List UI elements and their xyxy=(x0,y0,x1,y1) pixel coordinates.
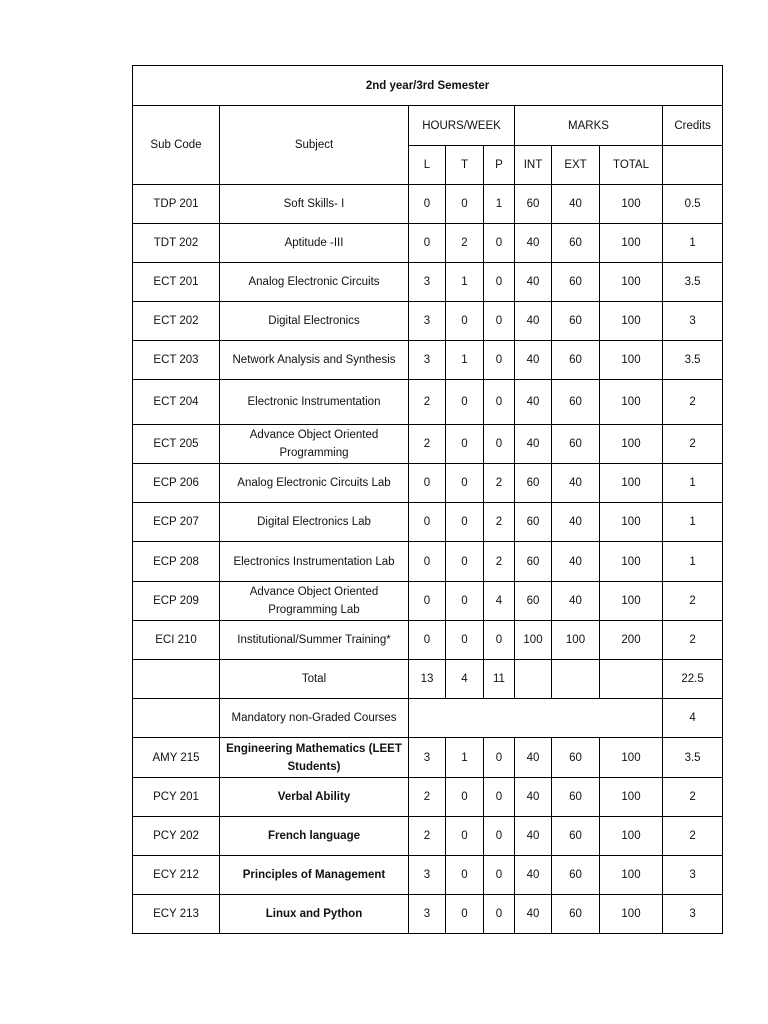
int-cell: 40 xyxy=(515,817,552,856)
t-cell: 0 xyxy=(446,542,484,582)
subject-line: Verbal Ability xyxy=(277,791,351,803)
t-cell: 0 xyxy=(446,895,484,934)
p-cell: 0 xyxy=(484,895,515,934)
table-row xyxy=(133,380,723,425)
ext-cell: 40 xyxy=(552,503,600,542)
p-cell: 1 xyxy=(484,185,515,224)
p-cell: 0 xyxy=(484,621,515,660)
total-int-blank xyxy=(515,660,552,699)
credits-cell: 3.5 xyxy=(663,263,723,302)
sub-code-cell: PCY 201 xyxy=(133,778,220,817)
int-cell: 40 xyxy=(515,380,552,425)
total-l: 13 xyxy=(409,660,446,699)
total-cell: 100 xyxy=(600,895,663,934)
p-cell: 2 xyxy=(484,503,515,542)
l-cell: 2 xyxy=(409,817,446,856)
int-cell: 40 xyxy=(515,738,552,778)
total-cell: 100 xyxy=(600,503,663,542)
ext-cell: 60 xyxy=(552,224,600,263)
l-cell: 3 xyxy=(409,263,446,302)
sub-code-cell: ECY 213 xyxy=(133,895,220,934)
total-cell: 100 xyxy=(600,817,663,856)
p-cell: 0 xyxy=(484,302,515,341)
table-row xyxy=(133,542,723,582)
table-row xyxy=(133,817,723,856)
t-cell: 0 xyxy=(446,778,484,817)
credits-cell: 3 xyxy=(663,302,723,341)
t-cell: 0 xyxy=(446,621,484,660)
l-cell: 2 xyxy=(409,425,446,464)
credits-cell: 2 xyxy=(663,380,723,425)
total-credits: 22.5 xyxy=(663,660,723,699)
header-l: L xyxy=(409,146,446,185)
int-cell: 60 xyxy=(515,464,552,503)
credits-cell: 3 xyxy=(663,856,723,895)
t-cell: 1 xyxy=(446,738,484,778)
ext-cell: 60 xyxy=(552,895,600,934)
l-cell: 0 xyxy=(409,542,446,582)
credits-cell: 2 xyxy=(663,817,723,856)
subject-line: Advance Object Oriented xyxy=(249,586,379,598)
ext-cell: 40 xyxy=(552,464,600,503)
total-ext-blank xyxy=(552,660,600,699)
table-row xyxy=(133,503,723,542)
t-cell: 0 xyxy=(446,185,484,224)
l-cell: 3 xyxy=(409,895,446,934)
t-cell: 0 xyxy=(446,464,484,503)
ext-cell: 60 xyxy=(552,817,600,856)
total-t: 4 xyxy=(446,660,484,699)
ext-cell: 40 xyxy=(552,582,600,621)
sub-code-cell: ECY 212 xyxy=(133,856,220,895)
subject-cell xyxy=(220,503,409,542)
ext-cell: 60 xyxy=(552,778,600,817)
ext-cell: 40 xyxy=(552,542,600,582)
total-row xyxy=(133,660,723,699)
subject-cell xyxy=(220,582,409,621)
subject-cell xyxy=(220,738,409,778)
p-cell: 0 xyxy=(484,778,515,817)
subject-line: Network Analysis and Synthesis xyxy=(232,354,396,366)
int-cell: 40 xyxy=(515,341,552,380)
int-cell: 40 xyxy=(515,895,552,934)
sub-code-cell: ECP 207 xyxy=(133,503,220,542)
header-ext: EXT xyxy=(552,146,600,185)
subject-line: Linux and Python xyxy=(265,908,363,920)
table-row xyxy=(133,464,723,503)
subject-line: Institutional/Summer Training* xyxy=(237,634,391,646)
p-cell: 0 xyxy=(484,817,515,856)
subject-line: Advance Object Oriented xyxy=(249,429,379,441)
credits-cell: 1 xyxy=(663,464,723,503)
int-cell: 60 xyxy=(515,582,552,621)
l-cell: 0 xyxy=(409,582,446,621)
total-cell: 100 xyxy=(600,341,663,380)
total-cell: 100 xyxy=(600,185,663,224)
table-row xyxy=(133,263,723,302)
p-cell: 0 xyxy=(484,263,515,302)
table-row xyxy=(133,425,723,464)
total-total-blank xyxy=(600,660,663,699)
table-row xyxy=(133,778,723,817)
header-sub-code: Sub Code xyxy=(133,106,220,185)
ext-cell: 60 xyxy=(552,341,600,380)
l-cell: 0 xyxy=(409,185,446,224)
int-cell: 60 xyxy=(515,185,552,224)
sub-code-cell: ECT 203 xyxy=(133,341,220,380)
t-cell: 1 xyxy=(446,263,484,302)
t-cell: 0 xyxy=(446,302,484,341)
subject-cell xyxy=(220,542,409,582)
total-label: Total xyxy=(220,660,409,699)
p-cell: 0 xyxy=(484,425,515,464)
credits-cell: 3.5 xyxy=(663,738,723,778)
credits-cell: 2 xyxy=(663,582,723,621)
sub-code-cell: ECT 205 xyxy=(133,425,220,464)
subject-cell xyxy=(220,778,409,817)
credits-cell: 0.5 xyxy=(663,185,723,224)
int-cell: 40 xyxy=(515,263,552,302)
ext-cell: 40 xyxy=(552,185,600,224)
subject-line: Analog Electronic Circuits Lab xyxy=(237,477,391,489)
sub-code-cell: AMY 215 xyxy=(133,738,220,778)
mandatory-credits: 4 xyxy=(663,699,723,738)
t-cell: 2 xyxy=(446,224,484,263)
p-cell: 0 xyxy=(484,856,515,895)
subject-line: Analog Electronic Circuits xyxy=(248,276,380,288)
subject-line: Programming Lab xyxy=(268,604,360,616)
credits-cell: 2 xyxy=(663,778,723,817)
int-cell: 100 xyxy=(515,621,552,660)
sub-code-cell: ECT 202 xyxy=(133,302,220,341)
total-cell: 100 xyxy=(600,380,663,425)
subject-line: Digital Electronics xyxy=(268,315,360,327)
total-cell: 100 xyxy=(600,582,663,621)
mandatory-code-blank xyxy=(133,699,220,738)
subject-cell xyxy=(220,302,409,341)
header-subject: Subject xyxy=(220,106,409,185)
ext-cell: 60 xyxy=(552,738,600,778)
semester-table xyxy=(132,65,723,934)
sub-code-cell: TDP 201 xyxy=(133,185,220,224)
semester-title: 2nd year/3rd Semester xyxy=(133,66,723,106)
total-cell: 200 xyxy=(600,621,663,660)
header-p: P xyxy=(484,146,515,185)
sub-code-cell: ECP 208 xyxy=(133,542,220,582)
sub-code-cell: ECI 210 xyxy=(133,621,220,660)
ext-cell: 60 xyxy=(552,263,600,302)
subject-line: Digital Electronics Lab xyxy=(257,516,371,528)
credits-cell: 2 xyxy=(663,621,723,660)
table-row xyxy=(133,224,723,263)
int-cell: 60 xyxy=(515,503,552,542)
mandatory-row xyxy=(133,699,723,738)
subject-line: Electronic Instrumentation xyxy=(247,396,381,408)
table-row xyxy=(133,341,723,380)
total-cell: 100 xyxy=(600,224,663,263)
p-cell: 0 xyxy=(484,224,515,263)
subject-cell xyxy=(220,185,409,224)
subject-line: French language xyxy=(267,830,361,842)
l-cell: 3 xyxy=(409,341,446,380)
table-row xyxy=(133,621,723,660)
header-total: TOTAL xyxy=(600,146,663,185)
ext-cell: 60 xyxy=(552,302,600,341)
total-cell: 100 xyxy=(600,263,663,302)
l-cell: 0 xyxy=(409,224,446,263)
subject-line: Engineering Mathematics (LEET xyxy=(226,742,402,755)
total-code-blank xyxy=(133,660,220,699)
total-cell: 100 xyxy=(600,542,663,582)
p-cell: 2 xyxy=(484,542,515,582)
table-row xyxy=(133,582,723,621)
subject-cell xyxy=(220,380,409,425)
subject-cell xyxy=(220,224,409,263)
table-row xyxy=(133,856,723,895)
subject-line: Soft Skills- I xyxy=(283,198,345,210)
int-cell: 60 xyxy=(515,542,552,582)
ext-cell: 60 xyxy=(552,380,600,425)
int-cell: 40 xyxy=(515,224,552,263)
credits-cell: 2 xyxy=(663,425,723,464)
t-cell: 0 xyxy=(446,380,484,425)
header-credits-blank xyxy=(663,146,723,185)
p-cell: 0 xyxy=(484,738,515,778)
total-p: 11 xyxy=(484,660,515,699)
header-hours-week: HOURS/WEEK xyxy=(409,106,515,146)
l-cell: 0 xyxy=(409,503,446,542)
table-row xyxy=(133,738,723,778)
p-cell: 2 xyxy=(484,464,515,503)
int-cell: 40 xyxy=(515,778,552,817)
l-cell: 2 xyxy=(409,380,446,425)
subject-cell xyxy=(220,621,409,660)
l-cell: 0 xyxy=(409,621,446,660)
p-cell: 0 xyxy=(484,380,515,425)
subject-line: Students) xyxy=(287,760,341,773)
credits-cell: 3.5 xyxy=(663,341,723,380)
subject-cell xyxy=(220,856,409,895)
table-row xyxy=(133,895,723,934)
subject-cell xyxy=(220,341,409,380)
l-cell: 3 xyxy=(409,302,446,341)
l-cell: 0 xyxy=(409,464,446,503)
subject-cell xyxy=(220,263,409,302)
ext-cell: 100 xyxy=(552,621,600,660)
t-cell: 0 xyxy=(446,582,484,621)
t-cell: 0 xyxy=(446,817,484,856)
subject-line: Aptitude -III xyxy=(284,237,344,249)
t-cell: 0 xyxy=(446,503,484,542)
ext-cell: 60 xyxy=(552,425,600,464)
subject-line: Programming xyxy=(279,447,349,459)
total-cell: 100 xyxy=(600,302,663,341)
subject-cell xyxy=(220,817,409,856)
subject-line: Principles of Management xyxy=(242,869,386,881)
sub-code-cell: ECT 204 xyxy=(133,380,220,425)
mandatory-label: Mandatory non-Graded Courses xyxy=(220,699,409,738)
header-int: INT xyxy=(515,146,552,185)
int-cell: 40 xyxy=(515,856,552,895)
l-cell: 2 xyxy=(409,778,446,817)
t-cell: 0 xyxy=(446,856,484,895)
table-row xyxy=(133,302,723,341)
total-cell: 100 xyxy=(600,464,663,503)
mandatory-span-blank xyxy=(409,699,663,738)
total-cell: 100 xyxy=(600,778,663,817)
credits-cell: 1 xyxy=(663,503,723,542)
sub-code-cell: TDT 202 xyxy=(133,224,220,263)
header-marks: MARKS xyxy=(515,106,663,146)
sub-code-cell: ECP 206 xyxy=(133,464,220,503)
sub-code-cell: ECP 209 xyxy=(133,582,220,621)
l-cell: 3 xyxy=(409,856,446,895)
t-cell: 1 xyxy=(446,341,484,380)
subject-cell xyxy=(220,425,409,464)
int-cell: 40 xyxy=(515,425,552,464)
sub-code-cell: PCY 202 xyxy=(133,817,220,856)
credits-cell: 1 xyxy=(663,542,723,582)
credits-cell: 1 xyxy=(663,224,723,263)
l-cell: 3 xyxy=(409,738,446,778)
int-cell: 40 xyxy=(515,302,552,341)
header-credits: Credits xyxy=(663,106,723,146)
subject-line: Electronics Instrumentation Lab xyxy=(233,555,395,568)
sub-code-cell: ECT 201 xyxy=(133,263,220,302)
table-row xyxy=(133,185,723,224)
p-cell: 0 xyxy=(484,341,515,380)
subject-cell xyxy=(220,464,409,503)
p-cell: 4 xyxy=(484,582,515,621)
ext-cell: 60 xyxy=(552,856,600,895)
t-cell: 0 xyxy=(446,425,484,464)
header-t: T xyxy=(446,146,484,185)
subject-cell xyxy=(220,895,409,934)
total-cell: 100 xyxy=(600,856,663,895)
credits-cell: 3 xyxy=(663,895,723,934)
total-cell: 100 xyxy=(600,738,663,778)
total-cell: 100 xyxy=(600,425,663,464)
